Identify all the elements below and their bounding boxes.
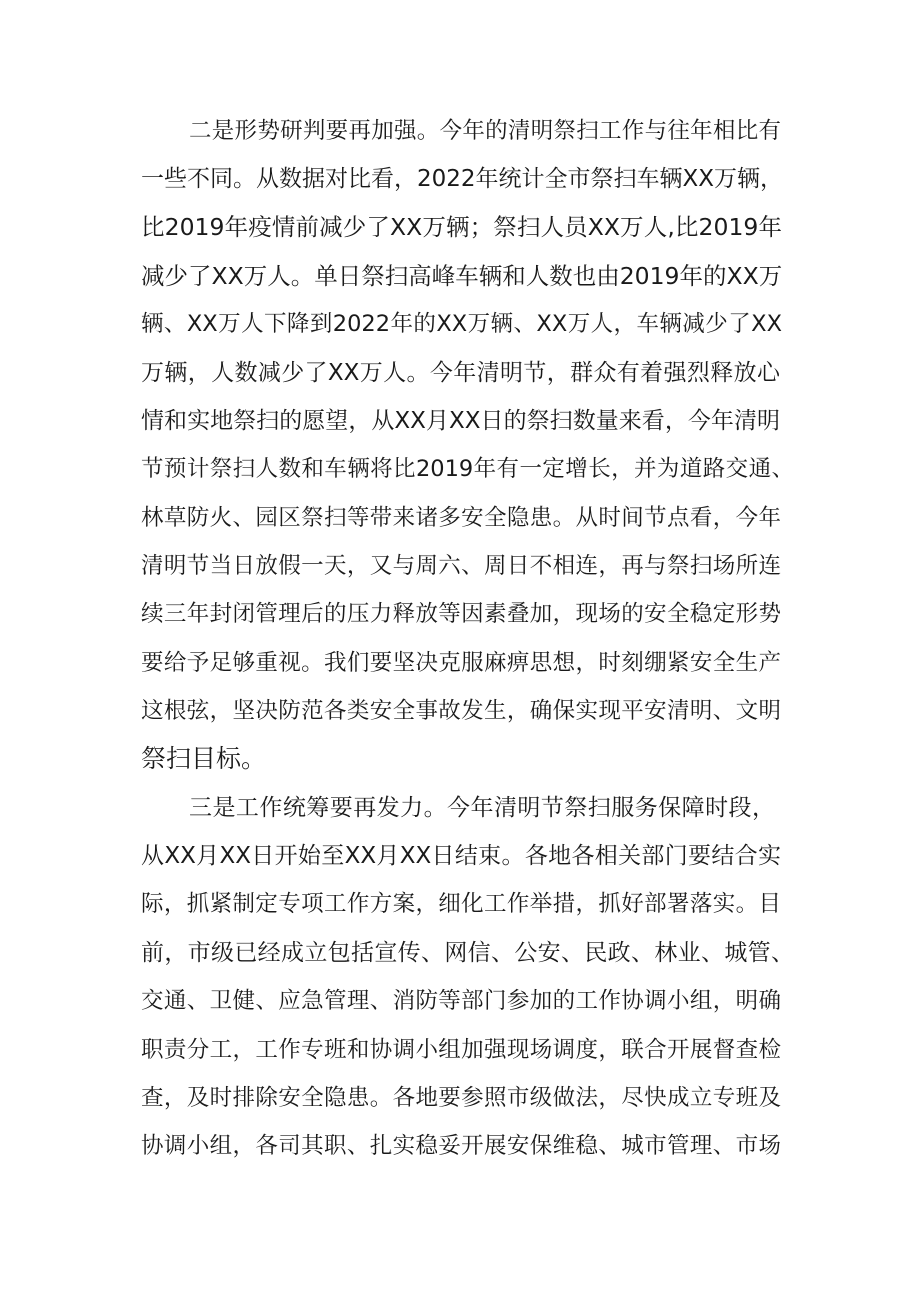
text-line: [0, 880, 920, 928]
text-line-content: 三是工作统筹要再发力。今年清明节祭扫服务保障时段，: [189, 795, 775, 821]
text-line-content: 万辆，人数减少了XX万人。今年清明节，群众有着强烈释放心: [141, 360, 780, 386]
text-line-content: 际，抓紧制定专项工作方案，细化工作举措，抓好部署落实。目: [141, 891, 781, 917]
text-line: [0, 155, 920, 203]
text-line-content: 二是形势研判要再加强。今年的清明祭扫工作与往年相比有: [189, 118, 781, 144]
text-line-content: 情和实地祭扫的愿望，从XX月XX日的祭扫数量来看，今年清明: [141, 408, 780, 434]
text-line-content: 前，市级已经成立包括宣传、网信、公安、民政、林业、城管、: [141, 940, 794, 966]
text-line: [0, 300, 920, 348]
text-line-content: 一些不同。从数据对比看，2022年统计全市祭扫车辆XX万辆，: [141, 166, 784, 192]
text-line-content: 祭扫目标。: [141, 744, 267, 773]
text-line-content: 职责分工，工作专班和协调小组加强现场调度，联合开展督查检: [141, 1037, 781, 1063]
text-line: [0, 639, 920, 687]
text-line: [0, 1026, 920, 1074]
text-line-content: 协调小组，各司其职、扎实稳妥开展安保维稳、城市管理、市场: [141, 1133, 781, 1159]
text-line: [0, 1122, 920, 1170]
text-line: [0, 252, 920, 300]
text-line: [0, 784, 920, 832]
text-line-content: 减少了XX万人。单日祭扫高峰车辆和人数也由2019年的XX万: [141, 262, 783, 290]
text-line: [0, 203, 920, 251]
text-line-content: 查，及时排除安全隐患。各地要参照市级做法，尽快成立专班及: [141, 1085, 781, 1111]
text-line: [0, 687, 920, 735]
text-line-content: 林草防火、园区祭扫等带来诸多安全隐患。从时间节点看，今年: [141, 505, 781, 531]
text-line-content: 从XX月XX日开始至XX月XX日结束。各地各相关部门要结合实: [141, 843, 781, 869]
text-line: [0, 445, 920, 493]
text-line-content: 要给予足够重视。我们要坚决克服麻痹思想，时刻绷紧安全生产: [141, 650, 781, 676]
text-line: [0, 494, 920, 542]
text-line-content: 比2019年疫情前减少了XX万辆；祭扫人员XX万人,比2019年: [141, 213, 782, 241]
text-line-content: 续三年封闭管理后的压力释放等因素叠加，现场的安全稳定形势: [141, 601, 781, 627]
text-line-content: 节预计祭扫人数和车辆将比2019年有一定增长，并为道路交通、: [141, 456, 794, 482]
text-line: [0, 832, 920, 880]
text-line: [0, 1074, 920, 1122]
text-line: [0, 590, 920, 638]
text-line: [0, 107, 920, 155]
text-line: [0, 542, 920, 590]
text-line-content: 清明节当日放假一天，又与周六、周日不相连，再与祭扫场所连: [141, 553, 781, 579]
text-line: [0, 735, 920, 783]
text-line: [0, 977, 920, 1025]
text-line: [0, 349, 920, 397]
text-line: [0, 929, 920, 977]
text-line: [0, 397, 920, 445]
text-line-content: 辆、XX万人下降到2022年的XX万辆、XX万人，车辆减少了XX: [141, 311, 782, 337]
text-line-content: 交通、卫健、应急管理、消防等部门参加的工作协调小组，明确: [141, 988, 781, 1014]
text-line-content: 这根弦，坚决防范各类安全事故发生，确保实现平安清明、文明: [141, 698, 781, 724]
